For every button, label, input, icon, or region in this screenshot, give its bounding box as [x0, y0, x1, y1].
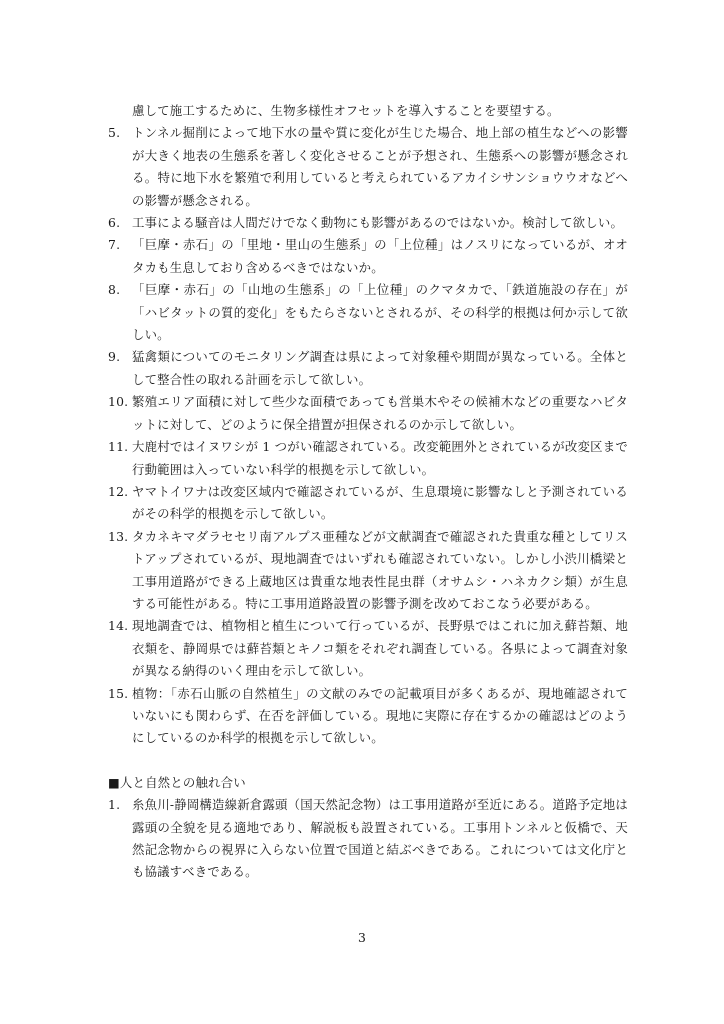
item-text: 猛禽類についてのモニタリング調査は県によって対象種や期間が異なっている。全体として整合性の取れる計画を示して欲しい。: [132, 349, 628, 387]
item-number: 7.: [108, 237, 121, 253]
item-number: 8.: [108, 282, 121, 298]
page-content: [108, 100, 628, 884]
list-item: [108, 436, 628, 481]
item-number: 6.: [108, 215, 121, 231]
item-text: ヤマトイワナは改変区域内で確認されているが、生息環境に影響なしと予測されているがその科学的根拠を示して欲しい。: [132, 483, 628, 522]
list-item: [108, 391, 628, 436]
list-item: [108, 481, 628, 526]
item-number: 13.: [108, 528, 129, 544]
item-text: 繁殖エリア面積に対して些少な面積であっても営巣木やその候補木などの重要なハビタットに対して、どのように保全措置が担保されるのか示して欲しい。: [132, 394, 628, 432]
item-number: 5.: [108, 125, 121, 141]
item-text: 糸魚川-静岡構造線新倉露頭（国天然記念物）は工事用道路が至近にある。道路予定地は露頭の全貌を見る適地であり、解説板も設置されている。工事用トンネルと仮橋で、天然記念物からの視界に入らない位置で国道と結ぶべきである。これについては文化庁とも協議すべきである。: [132, 797, 628, 880]
item-text: 大鹿村ではイヌワシが 1 つがい確認されている。改変範囲外とされているが改変区まで行動範囲は入っていない科学的根拠を示して欲しい。: [132, 439, 628, 477]
item-number: 11.: [108, 439, 129, 455]
list-item: [108, 794, 628, 884]
item-number: 14.: [108, 618, 129, 634]
item-text: タカネキマダラセセリ南アルプス亜種などが文献調査で確認された貴重な種としてリストアップされているが、現地調査ではいずれも確認されていない。しかし小渋川橋梁と工事用道路ができる上蔵地区は貴重な地表性昆虫群（オサムシ・ハネカクシ類）が生息する可能性がある。特に工事用道路設置の影響予測を改めておこなう必要がある。: [132, 528, 628, 611]
list-item: [108, 683, 628, 750]
item-number: 12.: [108, 483, 129, 499]
item-text: トンネル掘削によって地下水の量や質に変化が生じた場合、地上部の植生などへの影響が大きく地表の生態系を著しく変化させることが予想され、生態系への影響が懸念される。特に地下水を繁殖で利用していると考えられているアカイシサンショウウオなどへの影響が懸念される。: [132, 125, 628, 208]
item-text: 現地調査では、植物相と植生について行っているが、長野県ではこれに加え蘚苔類、地衣類を、静岡県では蘚苔類とキノコ類をそれぞれ調査している。各県によって調査対象が異なる納得のいく理由を示して欲しい。: [132, 618, 628, 679]
item-text: 「巨摩・赤石」の「山地の生態系」の「上位種」のクマタカで、「鉄道施設の存在」が「ハビタットの質的変化」をもたらさないとされるが、その科学的根拠は何か示して欲しい。: [132, 282, 628, 343]
list-item: [108, 346, 628, 391]
item-number: 9.: [108, 349, 121, 365]
item-text: 「巨摩・赤石」の「里地・里山の生態系」の「上位種」はノスリになっているが、オオタカも生息しており含めるべきではないか。: [132, 237, 628, 275]
section-heading: ■人と自然との触れ合い: [108, 774, 246, 790]
list-item: [108, 279, 628, 346]
list-item: [108, 212, 628, 234]
item-number: 10.: [108, 394, 129, 410]
section-list: [108, 794, 628, 884]
item-number: 15.: [108, 685, 129, 701]
numbered-list: [108, 122, 628, 749]
item-number: 1.: [108, 797, 121, 813]
item-text: 植物：「赤石山脈の自然植生」の文献のみでの記載項目が多くあるが、現地確認されていないにも関わらず、在否を評価している。現地に実際に存在するかの確認はどのようにしているのか科学的根拠を示して欲しい。: [132, 685, 628, 746]
continued-paragraph: 慮して施工するために、生物多様性オフセットを導入することを要望する。: [132, 103, 560, 118]
page-number: 3: [358, 930, 366, 945]
list-item: [108, 526, 628, 616]
list-item: [108, 615, 628, 682]
list-item: [108, 122, 628, 212]
item-text: 工事による騒音は人間だけでなく動物にも影響があるのではないか。検討して欲しい。: [132, 215, 624, 231]
list-item: [108, 234, 628, 279]
